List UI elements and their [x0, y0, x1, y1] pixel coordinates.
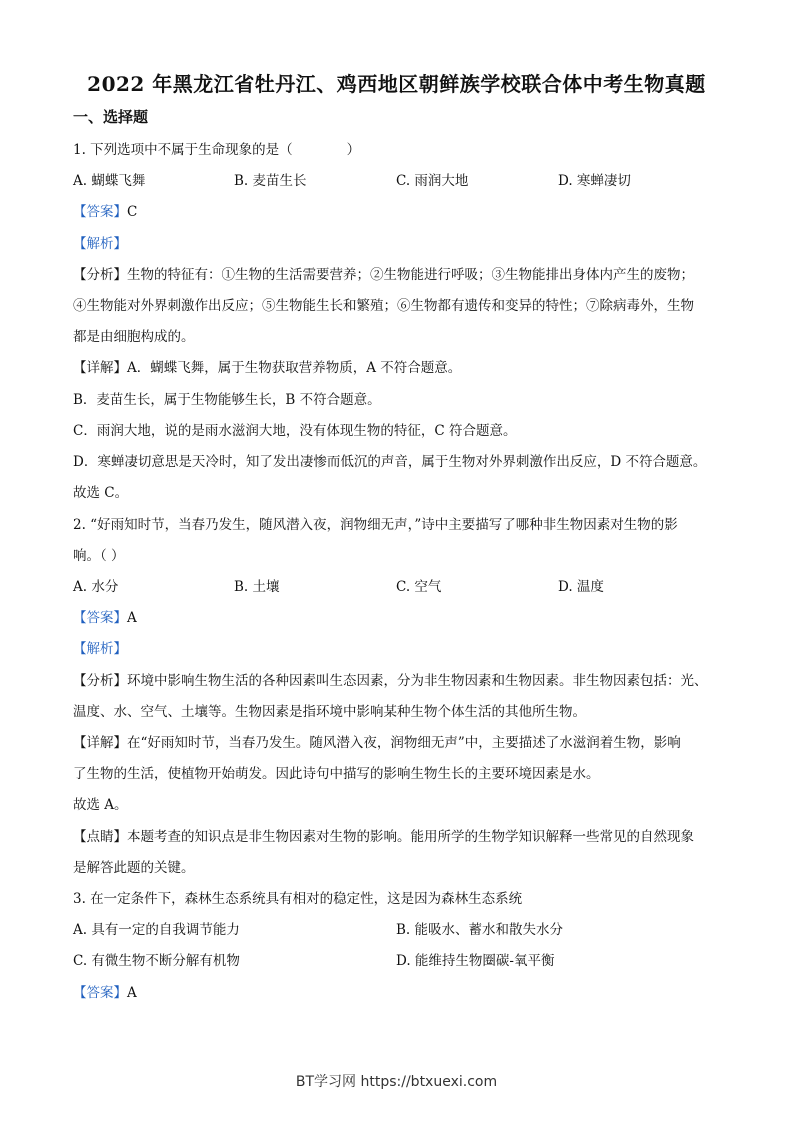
q1-option-d: D. 寒蝉凄切	[558, 173, 631, 189]
fenxi-text: 环境中影响生物生活的各种因素叫生态因素，分为非生物因素和生物因素。非生物因素包括：光、	[127, 673, 708, 689]
fenxi-tag: 【分析】	[73, 673, 127, 689]
xiangjie-text: 在“好雨知时节，当春乃发生。随风潜入夜，润物细无声”中，主要描述了水滋润着生物，影响	[127, 735, 681, 751]
q1-analysis-tag: 【解析】	[73, 236, 127, 252]
q1-xiangjie-1	[73, 359, 461, 377]
answer-value: A	[127, 610, 137, 626]
page-title: 2022 年黑龙江省牡丹江、鸡西地区朝鲜族学校联合体中考生物真题	[87, 72, 706, 96]
q2-stem-1: 2. “好雨知时节，当春乃发生，随风潜入夜，润物细无声，”诗中主要描写了哪种非生物因素对生物的影	[73, 517, 678, 533]
q1-fenxi-1	[73, 266, 694, 284]
q2-xiangjie-2: 了生物的生活，使植物开始萌发。因此诗句中描写的影响生物生长的主要环境因素是水。	[73, 766, 600, 782]
answer-value: A	[127, 985, 137, 1001]
footer-watermark: BT学习网 https://btxuexi.com	[295, 1074, 498, 1090]
fenxi-text: 生物的特征有：①生物的生活需要营养；②生物能进行呼吸；③生物能排出身体内产生的废物；	[127, 267, 694, 283]
q3-option-b: B. 能吸水、蓄水和散失水分	[396, 922, 564, 938]
q2-dianjing-2: 是解答此题的关键。	[73, 860, 195, 876]
q3-option-d: D. 能维持生物圈碳-氧平衡	[396, 953, 555, 969]
q2-option-c: C. 空气	[396, 579, 442, 595]
q3-option-a: A. 具有一定的自我调节能力	[73, 922, 240, 938]
q2-stem-2: 响。（ ）	[73, 548, 125, 564]
q2-xiangjie-1	[73, 734, 681, 752]
xiangjie-tag: 【详解】	[73, 360, 127, 376]
q1-fenxi-2: ④生物能对外界刺激作出反应；⑤生物能生长和繁殖；⑥生物都有遗传和变异的特性；⑦除病毒外，生物	[73, 298, 694, 314]
q2-option-d: D. 温度	[558, 579, 604, 595]
q2-option-b: B. 土壤	[234, 579, 280, 595]
q1-line-d: D．寒蝉凄切意思是天冷时，知了发出凄惨而低沉的声音，属于生物对外界刺激作出反应，D 不符合题意。	[73, 454, 707, 470]
q2-fenxi-1	[73, 672, 708, 690]
q1-option-c: C. 雨润大地	[396, 173, 469, 189]
q2-fenxi-2: 温度、水、空气、土壤等。生物因素是指环境中影响某种生物个体生活的其他所生物。	[73, 704, 586, 720]
q1-stem: 1. 下列选项中不属于生命现象的是（ ）	[73, 142, 361, 158]
q1-option-b: B. 麦苗生长	[234, 173, 307, 189]
q1-answer	[73, 203, 137, 221]
q1-conclusion: 故选 C。	[73, 485, 129, 501]
q2-dianjing-1	[73, 828, 694, 846]
q3-answer	[73, 984, 137, 1002]
q2-option-a: A. 水分	[73, 579, 119, 595]
section-heading: 一、选择题	[73, 108, 149, 126]
answer-value: C	[127, 204, 138, 220]
answer-tag: 【答案】	[73, 204, 127, 220]
xiangjie-text: A．蝴蝶飞舞，属于生物获取营养物质，A 不符合题意。	[127, 360, 462, 376]
q1-option-a: A. 蝴蝶飞舞	[73, 173, 146, 189]
answer-tag: 【答案】	[73, 985, 127, 1001]
xiangjie-tag: 【详解】	[73, 735, 127, 751]
q1-line-c: C．雨润大地，说的是雨水滋润大地，没有体现生物的特征，C 符合题意。	[73, 423, 517, 439]
dianjing-text: 本题考查的知识点是非生物因素对生物的影响。能用所学的生物学知识解释一些常见的自然现象	[127, 829, 694, 845]
q3-stem: 3. 在一定条件下，森林生态系统具有相对的稳定性，这是因为森林生态系统	[73, 891, 523, 907]
q2-answer	[73, 609, 137, 627]
q3-option-c: C. 有微生物不断分解有机物	[73, 953, 240, 969]
answer-tag: 【答案】	[73, 610, 127, 626]
dianjing-tag: 【点睛】	[73, 829, 127, 845]
q2-analysis-tag: 【解析】	[73, 641, 127, 657]
q1-line-b: B．麦苗生长，属于生物能够生长，B 不符合题意。	[73, 392, 381, 408]
fenxi-tag: 【分析】	[73, 267, 127, 283]
q1-fenxi-3: 都是由细胞构成的。	[73, 329, 195, 345]
q2-conclusion: 故选 A。	[73, 797, 128, 813]
